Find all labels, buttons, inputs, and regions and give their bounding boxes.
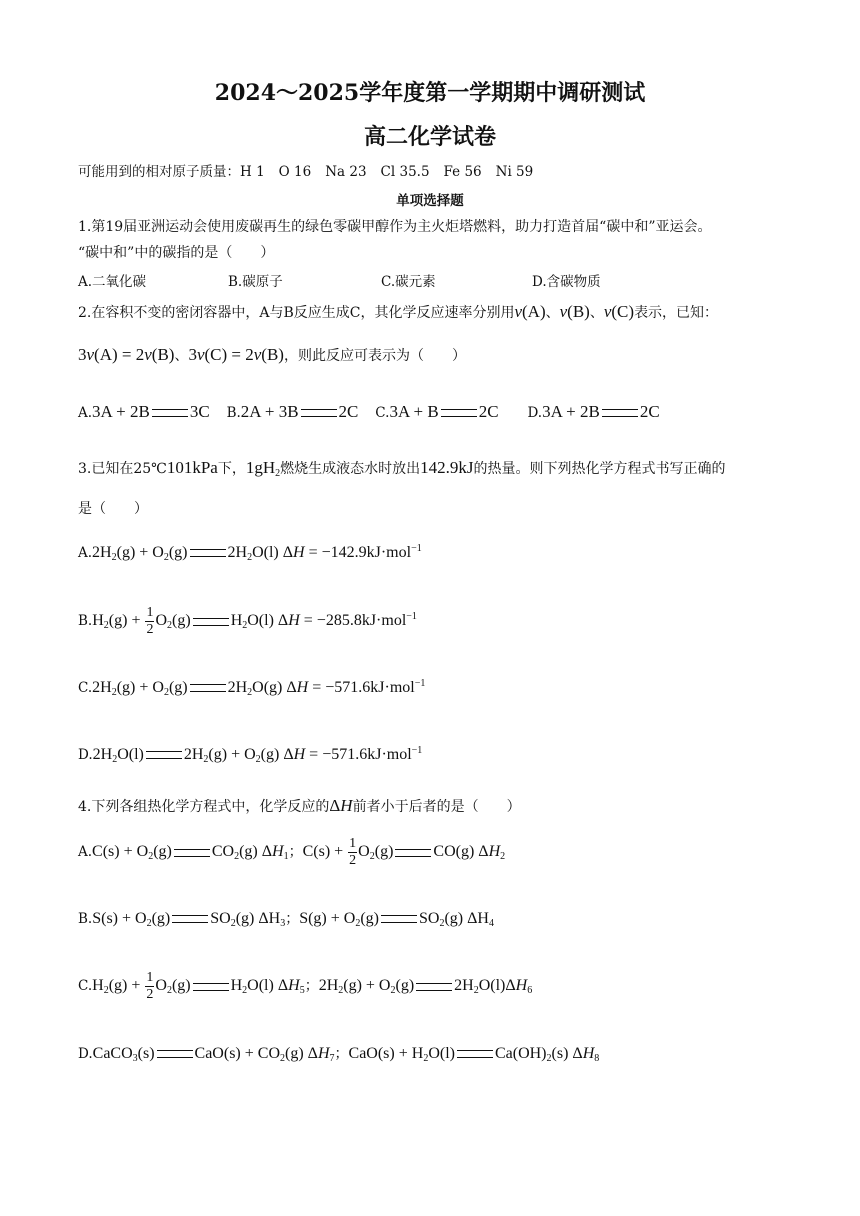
mass-o: O 16 [278,164,312,180]
q3-option-b[interactable]: $B.H_2(g)$ + $\frac{1}{2}$ $O_2(g)$ $H_2O(l) \Delta H = -285.8kJ\cdot mol^{-1}$ [78,605,417,637]
q2-option-b[interactable]: B.2A + 3B 2C [226,402,359,421]
q3-text: 燃烧生成液态水时放出 [280,461,421,477]
q2-text: 2.在容积不变的密闭容器中，A与B反应生成C，其化学反应速率分别用 [78,305,515,321]
q2-sep: 、 [545,305,560,321]
q2-text: 表示，已知： [634,305,719,321]
mass-cl: Cl 35.5 [380,164,430,180]
q3-text: 3.已知在 [78,461,134,477]
exam-subtitle: 高二化学试卷 [363,124,496,150]
q4-text: 4.下列各组热化学方程式中，化学反应的 [78,799,330,815]
q1-option-c[interactable]: C.碳元素 [381,274,436,290]
q4-option-d[interactable]: D.CaCO$_3$(s) $CaO(s) + CO_2(g)$ $\Delta H_7$；$CaO(s) + H_2O(l)$ $Ca(OH)_2(s)$ $\Delta H_8$ [78,1045,600,1064]
q3-stem-line1: 3.已知在25℃101kPa下，$1gH_2$燃烧生成液态水时放出142.9kJ的热量。则下列热化学方程式书写正确的 [78,458,726,479]
q2-option-c[interactable]: C.3A + B 2C [375,402,499,421]
q4-stem: 4.下列各组热化学方程式中，化学反应的ΔH前者小于后者的是（ ） [78,796,521,815]
exam-title: 2024～2025学年度第一学期期中调研测试 [214,80,646,106]
q2-sep: 、 [174,348,189,364]
q1-option-a[interactable]: A.二氧化碳 [78,274,147,290]
q2-option-a[interactable]: A.3A + 2B 3C [78,402,210,421]
q2-options [78,402,660,422]
q3-temp: 25℃ [133,461,167,477]
q3-option-c[interactable]: $C.2H_2(g) + O_2(g)$ $2H_2O(g) \Delta H = -571.6kJ\cdot mol^{-1}$ [78,678,426,698]
q4-option-a[interactable]: $A.C(s) + O_2(g)$ $CO_2(g)$ $\Delta H_1$；C(s) + $\frac{1}{2}$ $O_2(g)$ CO(g) $\Delta H_2$ [78,836,506,868]
atomic-masses-label: 可能用到的相对原子质量： [78,164,240,180]
q2-stem-line1: 2.在容积不变的密闭容器中，A与B反应生成C，其化学反应速率分别用v(A)、v(B)、v(C)表示，已知： [78,302,719,321]
q1-option-d[interactable]: D.含碳物质 [532,274,601,290]
mass-ni: Ni 59 [495,164,534,180]
q2-sep: 、 [589,305,604,321]
q1-stem-line1: 1.第19届亚洲运动会使用废碳再生的绿色零碳甲醇作为主火炬塔燃料，助力打造首届“碳中和”亚运会。 [78,219,712,235]
q2-stem-line2: 3v(A) = 2v(B)、3v(C) = 2v(B)，则此反应可表示为（ ） [78,345,466,364]
q4-option-b[interactable]: $B.S(s) + O_2(g)$ $SO_2(g)$ $\Delta H_3$；$S(g) + O_2(g)$ $SO_2(g)$ $\Delta H_4$ [78,910,494,929]
q3-option-d[interactable]: $D.2H_2O(l) 2H_2(g) + O_2(g) \Delta H = -571.6kJ\cdot mol^{-1}$ [78,745,423,765]
q3-text: 的热量。则下列热化学方程式书写正确的 [473,461,726,477]
q1-stem-line2: “碳中和”中的碳指的是（ ） [78,245,275,261]
atomic-masses [78,160,533,180]
section-title: 单项选择题 [396,193,464,209]
q2-option-d[interactable]: D.3A + 2B 2C [527,402,660,421]
q3-option-a[interactable]: $A.2H_2(g) + O_2(g)$ $2H_2O(l) \Delta H = -142.9kJ\cdot mol^{-1}$ [78,543,422,563]
mass-h: H 1 [240,164,265,180]
q3-stem-line2: 是（ ） [78,501,148,517]
q4-option-c[interactable]: $C.H_2(g)$ + $\frac{1}{2}$ $O_2(g)$ $H_2O(l)$ $\Delta H_5$；$2H_2(g) + O_2(g)$ $2H_2O(l)\Delta H_6$ [78,970,533,1002]
q1-option-b[interactable]: B.碳原子 [228,274,283,290]
q3-text: 下， [217,461,246,477]
q2-text: ，则此反应可表示为（ ） [283,348,466,364]
mass-fe: Fe 56 [443,164,482,180]
q4-text: 前者小于后者的是（ ） [352,799,521,815]
mass-na: Na 23 [325,164,367,180]
